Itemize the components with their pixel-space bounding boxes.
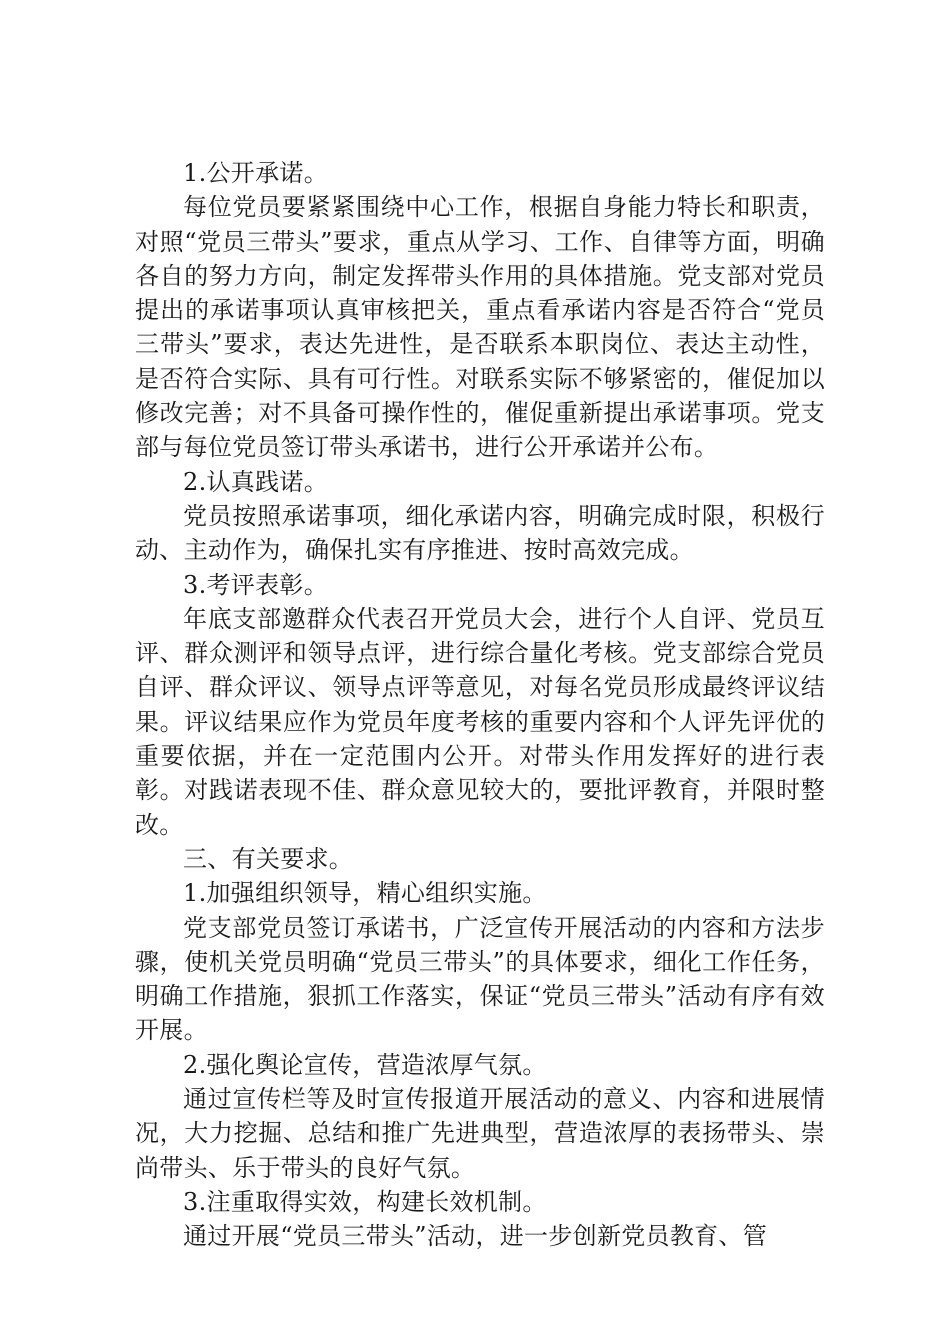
heading-evaluation-commendation: 3.考评表彰。: [183, 570, 328, 599]
document-body: [135, 156, 825, 1254]
heading-long-term-mechanism: 3.注重取得实效，构建长效机制。: [183, 1187, 547, 1216]
heading-fulfill-commitment: 2.认真践诺。: [183, 467, 328, 496]
section-heading-requirements: 三、有关要求。: [183, 844, 354, 873]
heading-public-commitment: 1.公开承诺。: [183, 159, 328, 187]
heading-organization-leadership: 1.加强组织领导，精心组织实施。: [183, 879, 547, 908]
paragraph-publicity: 通过宣传栏等及时宣传报道开展活动的意义、内容和进展情况，大力挖掘、总结和推广先进典型，营造浓厚的表扬带头、崇尚带头、乐于带头的良好气氛。: [135, 1085, 825, 1182]
paragraph-evaluation-commendation: 年底支部邀群众代表召开党员大会，进行个人自评、党员互评、群众测评和领导点评，进行综合量化考核。党支部综合党员自评、群众评议、领导点评等意见，对每名党员形成最终评议结果。评议结果应作为党员年度考核的重要内容和个人评先评优的重要依据，并在一定范围内公开。对带头作用发挥好的进行表彰。对践诺表现不佳、群众意见较大的，要批评教育，并限时整改。: [135, 604, 825, 839]
paragraph-fulfill-commitment: 党员按照承诺事项，细化承诺内容，明确完成时限，积极行动、主动作为，确保扎实有序推进、按时高效完成。: [135, 501, 825, 565]
paragraph-organization-leadership: 党支部党员签订承诺书，广泛宣传开展活动的内容和方法步骤，使机关党员明确“党员三带头”的具体要求，细化工作任务，明确工作措施，狠抓工作落实，保证“党员三带头”活动有序有效开展。: [135, 913, 825, 1045]
paragraph-public-commitment: 每位党员要紧紧围绕中心工作，根据自身能力特长和职责，对照“党员三带头”要求，重点从学习、工作、自律等方面，明确各自的努力方向，制定发挥带头作用的具体措施。党支部对党员提出的承诺事项认真审核把关，重点看承诺内容是否符合“党员三带头”要求，表达先进性，是否联系本职岗位、表达主动性，是否符合实际、具有可行性。对联系实际不够紧密的，催促加以修改完善；对不具备可操作性的，催促重新提出承诺事项。党支部与每位党员签订带头承诺书，进行公开承诺并公布。: [135, 193, 825, 462]
paragraph-long-term-mechanism: 通过开展“党员三带头”活动，进一步创新党员教育、管: [183, 1222, 768, 1251]
heading-publicity: 2.强化舆论宣传，营造浓厚气氛。: [183, 1050, 547, 1079]
